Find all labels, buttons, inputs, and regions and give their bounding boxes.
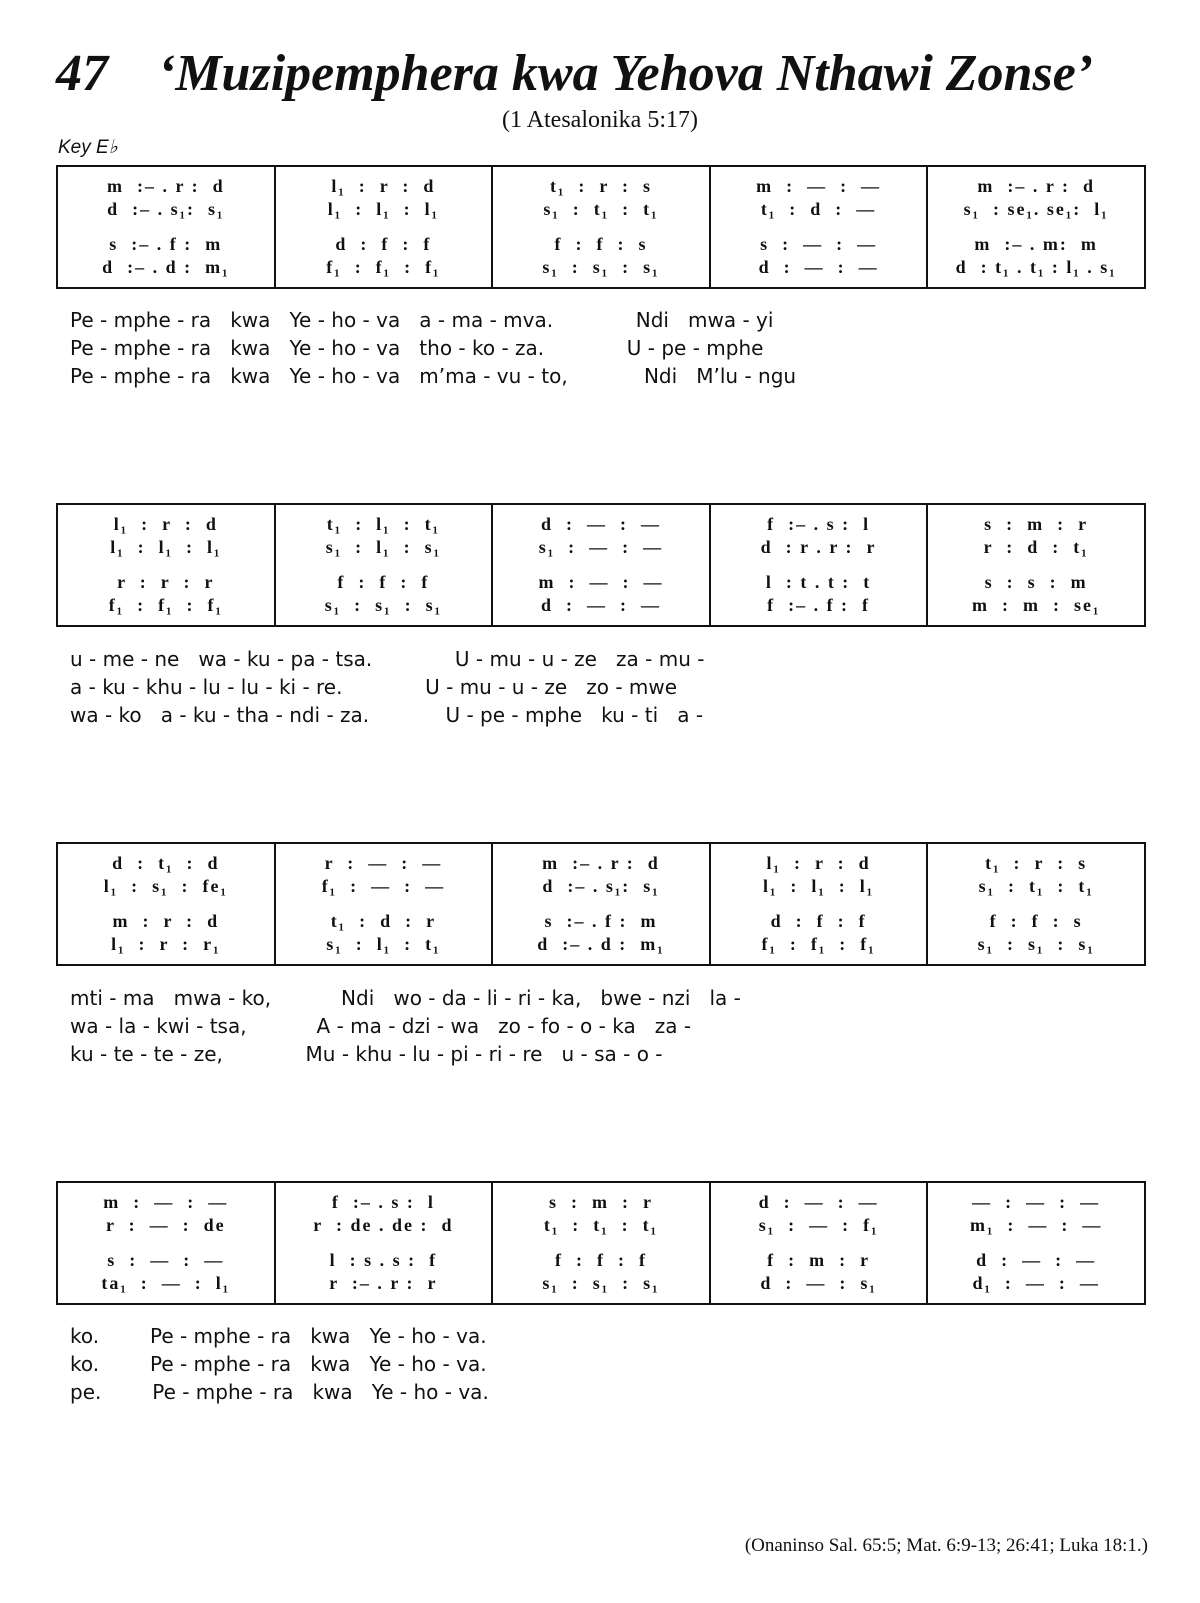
measure [926, 844, 1144, 964]
soprano-notes: d : t₁ : d [112, 853, 220, 873]
lyric-verse-3: wa - ko a - ku - tha - ndi - za. U - pe - mphe ku - ti a - [70, 703, 704, 727]
music-system-3 [56, 842, 1146, 966]
lyrics-block-2 [56, 645, 1146, 729]
measure [926, 505, 1144, 625]
tenor-notes: f : f : s [554, 234, 648, 254]
tenor-notes: r : r : r [117, 572, 215, 592]
alto-notes: d :– . s₁: s₁ [542, 876, 660, 896]
measure [709, 167, 927, 287]
alto-notes: t₁ : t₁ : t₁ [543, 1215, 659, 1235]
tenor-notes: s : s : m [984, 572, 1088, 592]
bass-notes: d : — : s₁ [760, 1273, 877, 1293]
measure [58, 844, 274, 964]
measure [709, 505, 927, 625]
soprano-notes: m :– . r : d [106, 176, 225, 196]
tenor-notes: d : f : f [335, 234, 432, 254]
tenor-notes: s :– . f : m [109, 234, 223, 254]
soprano-notes: l₁ : r : d [113, 514, 218, 534]
tenor-notes: f : f : f [337, 572, 430, 592]
alto-notes: s₁ : — : f₁ [758, 1215, 879, 1235]
soprano-notes: l₁ : r : d [331, 176, 436, 196]
tenor-notes: l : s . s : f [329, 1250, 438, 1270]
soprano-notes: l₁ : r : d [766, 853, 871, 873]
tenor-notes: f : f : f [554, 1250, 647, 1270]
bass-notes: d₁ : — : — [972, 1273, 1100, 1293]
tenor-notes: m : — : — [538, 572, 664, 592]
measure [491, 844, 709, 964]
measure [926, 167, 1144, 287]
bass-notes: m : m : se₁ [971, 595, 1101, 615]
music-system-1 [56, 165, 1146, 289]
bass-notes: s₁ : l₁ : t₁ [326, 934, 441, 954]
bass-notes: s₁ : s₁ : s₁ [542, 1273, 660, 1293]
alto-notes: s₁ : t₁ : t₁ [543, 199, 659, 219]
alto-notes: l₁ : l₁ : l₁ [762, 876, 875, 896]
alto-notes: t₁ : d : — [760, 199, 877, 219]
measure [274, 844, 492, 964]
alto-notes: f₁ : — : — [321, 876, 446, 896]
lyric-verse-1: Pe - mphe - ra kwa Ye - ho - va a - ma - mva. Ndi mwa - yi [70, 308, 774, 332]
key-signature: Key E♭ [58, 137, 118, 158]
scripture-reference: (1 Atesalonika 5:17) [502, 107, 698, 133]
tenor-notes: s : — : — [107, 1250, 225, 1270]
lyric-verse-1: u - me - ne wa - ku - pa - tsa. U - mu - u - ze za - mu - [70, 647, 705, 671]
soprano-notes: d : — : — [758, 1192, 879, 1212]
lyric-verse-2: wa - la - kwi - tsa, A - ma - dzi - wa zo - fo - o - ka za - [70, 1014, 692, 1038]
tenor-notes: t₁ : d : r [330, 911, 437, 931]
lyric-verse-2: Pe - mphe - ra kwa Ye - ho - va tho - ko - za. U - pe - mphe [70, 336, 764, 360]
measure [58, 1183, 274, 1303]
soprano-notes: t₁ : r : s [549, 176, 653, 196]
bass-notes: f :– . f : f [767, 595, 871, 615]
soprano-notes: s : m : r [548, 1192, 653, 1212]
tenor-notes: f : m : r [767, 1250, 871, 1270]
tenor-notes: m : r : d [112, 911, 220, 931]
tenor-notes: l : t . t : t [765, 572, 872, 592]
bass-notes: d : t₁ . t₁ : l₁ . s₁ [955, 257, 1117, 277]
cross-references: (Onaninso Sal. 65:5; Mat. 6:9-13; 26:41; Luka 18:1.) [744, 1535, 1148, 1556]
soprano-notes: m :– . r : d [542, 853, 660, 873]
lyrics-block-4 [56, 1322, 776, 1406]
alto-notes: r : — : de [105, 1215, 226, 1235]
lyrics-block-1 [56, 306, 1146, 390]
bass-notes: f₁ : f₁ : f₁ [108, 595, 223, 615]
measure [274, 167, 492, 287]
tenor-notes: d : — : — [976, 1250, 1097, 1270]
alto-notes: l₁ : l₁ : l₁ [327, 199, 439, 219]
measure [709, 844, 927, 964]
measure [491, 505, 709, 625]
lyric-verse-1: mti - ma mwa - ko, Ndi wo - da - li - ri - ka, bwe - nzi la - [70, 986, 741, 1010]
measure [491, 167, 709, 287]
music-system-4 [56, 1181, 1146, 1305]
measure [491, 1183, 709, 1303]
lyrics-block-3 [56, 984, 1146, 1068]
soprano-notes: — : — : — [972, 1192, 1101, 1212]
bass-notes: ta₁ : — : l₁ [101, 1273, 231, 1293]
soprano-notes: f :– . s : l [331, 1192, 435, 1212]
soprano-notes: t₁ : l₁ : t₁ [326, 514, 440, 534]
soprano-notes: m : — : — [756, 176, 882, 196]
tenor-notes: s : — : — [760, 234, 878, 254]
measure [926, 1183, 1144, 1303]
lyric-verse-2: a - ku - khu - lu - lu - ki - re. U - mu - u - ze zo - mwe [70, 675, 678, 699]
tenor-notes: f : f : s [989, 911, 1083, 931]
bass-notes: s₁ : s₁ : s₁ [977, 934, 1095, 954]
lyric-verse-3: Pe - mphe - ra kwa Ye - ho - va m’ma - vu - to, Ndi M’lu - ngu [70, 364, 797, 388]
bass-notes: f₁ : f₁ : f₁ [326, 257, 441, 277]
song-title: ‘Muzipemphera kwa Yehova Nthawi Zonse’ [158, 45, 1094, 102]
lyric-verse-3: pe. Pe - mphe - ra kwa Ye - ho - va. [70, 1380, 489, 1404]
measure [274, 1183, 492, 1303]
measure [58, 167, 274, 287]
bass-notes: f₁ : f₁ : f₁ [761, 934, 876, 954]
alto-notes: d :– . s₁: s₁ [107, 199, 225, 219]
song-number: 47 [56, 45, 108, 102]
soprano-notes: r : — : — [324, 853, 443, 873]
soprano-notes: m :– . r : d [977, 176, 1095, 196]
alto-notes: d : r . r : r [760, 537, 877, 557]
tenor-notes: m :– . m: m [974, 234, 1098, 254]
alto-notes: s₁ : — : — [538, 537, 664, 557]
bass-notes: d :– . d : m₁ [537, 934, 665, 954]
soprano-notes: m : — : — [103, 1192, 229, 1212]
lyric-verse-1: ko. Pe - mphe - ra kwa Ye - ho - va. [70, 1324, 487, 1348]
bass-notes: s₁ : s₁ : s₁ [324, 595, 442, 615]
alto-notes: s₁ : se₁. se₁: l₁ [963, 199, 1109, 219]
measure [274, 505, 492, 625]
soprano-notes: f :– . s : l [767, 514, 871, 534]
alto-notes: s₁ : t₁ : t₁ [978, 876, 1094, 896]
bass-notes: d : — : — [758, 257, 879, 277]
bass-notes: d : — : — [540, 595, 661, 615]
music-system-2 [56, 503, 1146, 627]
alto-notes: m₁ : — : — [969, 1215, 1103, 1235]
lyric-verse-3: ku - te - te - ze, Mu - khu - lu - pi - ri - re u - sa - o - [70, 1042, 663, 1066]
bass-notes: l₁ : r : r₁ [111, 934, 221, 954]
lyric-verse-2: ko. Pe - mphe - ra kwa Ye - ho - va. [70, 1352, 487, 1376]
bass-notes: r :– . r : r [329, 1273, 438, 1293]
alto-notes: r : de . de : d [313, 1215, 454, 1235]
alto-notes: s₁ : l₁ : s₁ [325, 537, 441, 557]
bass-notes: s₁ : s₁ : s₁ [542, 257, 660, 277]
soprano-notes: d : — : — [540, 514, 661, 534]
measure [58, 505, 274, 625]
soprano-notes: t₁ : r : s [985, 853, 1088, 873]
tenor-notes: d : f : f [770, 911, 867, 931]
measure [709, 1183, 927, 1303]
soprano-notes: s : m : r [984, 514, 1089, 534]
bass-notes: d :– . d : m₁ [102, 257, 230, 277]
alto-notes: r : d : t₁ [983, 537, 1089, 557]
tenor-notes: s :– . f : m [544, 911, 658, 931]
alto-notes: l₁ : l₁ : l₁ [110, 537, 222, 557]
alto-notes: l₁ : s₁ : fe₁ [103, 876, 228, 896]
